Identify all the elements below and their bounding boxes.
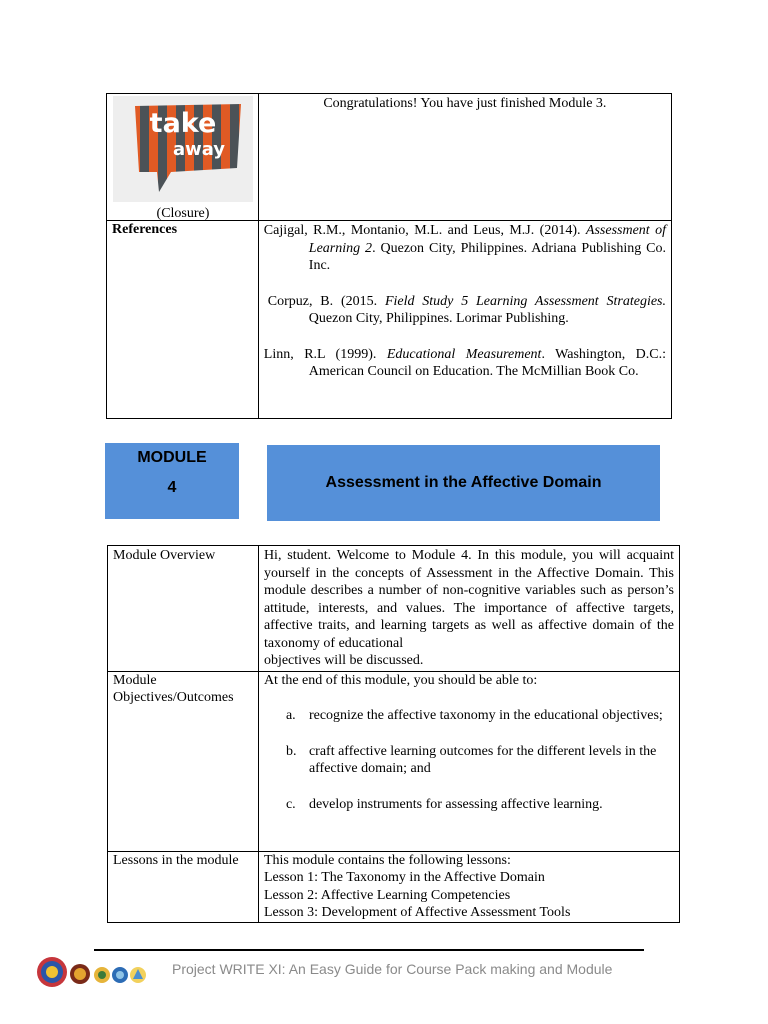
- module-label: MODULE: [137, 449, 207, 466]
- lesson-item: Lesson 3: Development of Affective Assessment Tools: [263, 905, 571, 920]
- objectives-label-2: Objectives/Outcomes: [113, 690, 234, 705]
- footer-text: Project WRITE XI: An Easy Guide for Course Pack making and Module: [172, 961, 613, 977]
- module-number-box: [105, 443, 239, 519]
- references-cell: [258, 221, 671, 419]
- logo-word-take: take: [149, 108, 217, 139]
- objective-item: b. craft affective learning outcomes for the different levels in the affective domain; and: [285, 743, 657, 776]
- reference-item: Cajigal, R.M., Montanio, M.L. and Leus, M.J. (2014). Assessment of Learning 2. Quezon City, Philippines. Adriana Publishing Co. Inc.: [263, 223, 666, 273]
- lessons-intro: This module contains the following lessons:: [263, 852, 511, 868]
- overview-label: Module Overview: [108, 546, 259, 672]
- partner-seal-icon: [130, 967, 146, 983]
- objectives-cell: [258, 671, 679, 851]
- university-seal-icon: [37, 957, 67, 987]
- closure-table: [106, 93, 672, 419]
- lesson-item: Lesson 2: Affective Learning Competencies: [263, 887, 511, 903]
- partner-seal-icon: [70, 964, 90, 984]
- references-label: References: [107, 221, 259, 419]
- overview-cell: [258, 546, 679, 672]
- congrats-text: Congratulations! You have just finished Module 3.: [323, 96, 607, 111]
- footer-logos: [36, 955, 152, 989]
- module-number: 4: [167, 478, 177, 496]
- module-title: Assessment in the Affective Domain: [325, 474, 602, 492]
- module-title-box: [267, 445, 660, 521]
- partner-seal-icon: [112, 967, 128, 983]
- objectives-label: Module: [113, 672, 157, 688]
- lessons-label: Lessons in the module: [108, 851, 259, 922]
- objective-item: c. develop instruments for assessing affective learning.: [285, 796, 603, 812]
- objectives-intro: At the end of this module, you should be able to:: [263, 672, 538, 688]
- overview-text-end: objectives will be discussed.: [263, 653, 424, 668]
- reference-item: Corpuz, B. (2015. Field Study 5 Learning Assessment Strategies. Quezon City, Philippines. Lorimar Publishing.: [267, 293, 666, 326]
- lesson-item: Lesson 1: The Taxonomy in the Affective Domain: [263, 870, 545, 885]
- reference-item: Linn, R.L (1999). Educational Measurement. Washington, D.C.: American Council on Education. The McMillian Book Co.: [263, 346, 666, 379]
- module-table: [107, 545, 680, 923]
- footer-rule: [94, 949, 644, 951]
- partner-seal-icon: [94, 967, 110, 983]
- logo-word-away: away: [172, 139, 226, 160]
- takeaway-logo: [113, 96, 253, 202]
- lessons-cell: [258, 851, 679, 922]
- closure-cell: [107, 94, 259, 221]
- objectives-label-cell: [108, 671, 259, 851]
- overview-text: Hi, student. Welcome to Module 4. In this module, you will acquaint yourself in the concepts of Assessment in the Affective Domain. This module describes a number of non-cognitive variables such as person’s attitude, interests, and values. The importance of affective targets, affective traits, and learning targets as well as affective domain of the taxonomy of educational: [263, 548, 674, 651]
- objectives-list: [264, 707, 674, 813]
- objective-item: a. recognize the affective taxonomy in the educational objectives;: [285, 708, 663, 723]
- congrats-cell: [258, 94, 671, 221]
- closure-label: (Closure): [156, 206, 210, 221]
